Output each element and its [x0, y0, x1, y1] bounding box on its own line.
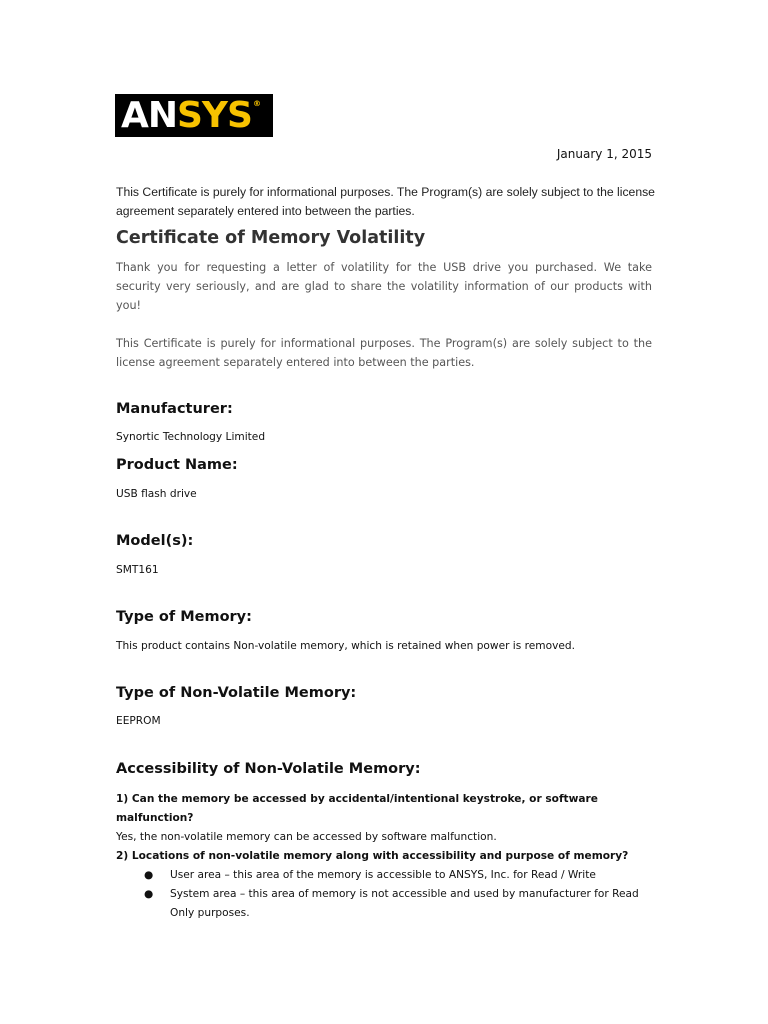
memory-type-value: This product contains Non-volatile memory, which is retained when power is removed. — [116, 640, 575, 652]
nv-memory-type-value: EEPROM — [116, 715, 161, 727]
product-name-heading: Product Name: — [116, 457, 238, 473]
question-2-text: 2) Locations of non-volatile memory along with accessibility and purpose of memory? — [116, 850, 629, 862]
list-item-text: User area – this area of the memory is accessible to ANSYS, Inc. for Read / Write — [170, 869, 596, 881]
question-1 — [116, 790, 656, 847]
models-value: SMT161 — [116, 564, 159, 576]
nv-memory-type-heading: Type of Non-Volatile Memory: — [116, 685, 357, 701]
question-2 — [116, 847, 656, 866]
question-1-text: 1) Can the memory be accessed by accidental/intentional keystroke, or software malfunction? — [116, 793, 598, 824]
logo-part-sys: SYS — [177, 94, 252, 136]
disclaimer-top: This Certificate is purely for informational purposes. The Program(s) are solely subject to the license agreement separately entered into between the parties. — [116, 185, 655, 218]
logo-part-an: AN — [121, 94, 177, 136]
list-item — [116, 885, 656, 923]
models-heading: Model(s): — [116, 533, 194, 549]
bullet-icon: ● — [144, 869, 154, 881]
manufacturer-heading: Manufacturer: — [116, 401, 233, 417]
logo-registered-mark: ® — [252, 99, 261, 108]
document-title: Certificate of Memory Volatility — [116, 228, 426, 248]
list-item — [116, 866, 656, 885]
accessibility-heading: Accessibility of Non-Volatile Memory: — [116, 761, 421, 777]
disclaimer-paragraph: This Certificate is purely for informational purposes. The Program(s) are solely subject to the license agreement separately entered into between the parties. — [116, 337, 652, 369]
question-1-answer: Yes, the non-volatile memory can be accessed by software malfunction. — [116, 831, 497, 843]
ansys-logo — [115, 94, 273, 137]
product-name-value: USB flash drive — [116, 488, 197, 500]
bullet-icon: ● — [144, 888, 154, 900]
list-item-text: System area – this area of memory is not accessible and used by manufacturer for Read Only purposes. — [170, 888, 639, 919]
manufacturer-value: Synortic Technology Limited — [116, 431, 266, 443]
memory-locations-list — [116, 866, 656, 923]
memory-type-heading: Type of Memory: — [116, 609, 252, 625]
intro-paragraph: Thank you for requesting a letter of volatility for the USB drive you purchased. We take security very seriously, and are glad to share the volatility information of our products with you! — [116, 261, 652, 312]
document-date: January 1, 2015 — [556, 147, 652, 161]
